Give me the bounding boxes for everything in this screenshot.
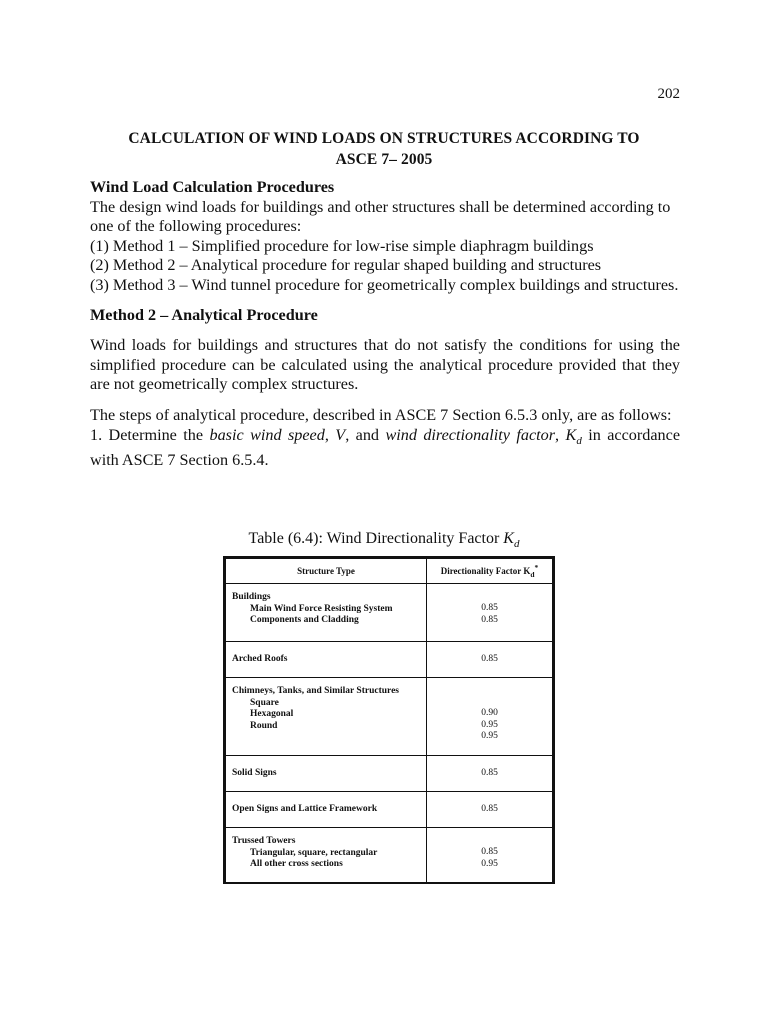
procedure-item-3: (3) Method 3 – Wind tunnel procedure for geometrically complex buildings and structures. [90, 275, 679, 294]
table-row [226, 584, 553, 642]
row-category: Solid Signs [232, 767, 277, 778]
row-category: Arched Roofs [232, 653, 288, 664]
factor-value: 0.95 [481, 731, 498, 741]
row-category: Trussed Towers [232, 836, 296, 846]
page-title [90, 128, 678, 170]
row-type-cell [226, 828, 427, 884]
caption-kd-letter: K [503, 530, 514, 547]
factor-value: 0.85 [481, 614, 498, 625]
kd-subscript: d [576, 434, 582, 447]
paragraph-analytical: Wind loads for buildings and structures that do not satisfy the conditions for using the simplified procedure can be calculated using the analytical procedure provided that they are not geometrically complex structures. [90, 336, 680, 394]
row-subcategory: Round [250, 720, 278, 731]
row-subcategory: Hexagonal [250, 709, 294, 719]
variable-v: V [335, 425, 346, 444]
row-type-cell [226, 678, 427, 756]
caption-text: Table (6.4): Wind Directionality Factor [248, 530, 504, 547]
intro-line-1: The design wind loads for buildings and other structures shall be determined according to [90, 197, 671, 216]
header-directionality-factor [427, 559, 553, 584]
section-heading-procedures: Wind Load Calculation Procedures [90, 178, 335, 196]
title-line-1: CALCULATION OF WIND LOADS ON STRUCTURES ACCORDING TO [128, 130, 640, 147]
row-category: Open Signs and Lattice Framework [232, 803, 378, 814]
factor-value: 0.95 [481, 858, 498, 869]
term-wind-directionality-factor: wind directionality factor [385, 425, 556, 444]
caption-kd-subscript: d [513, 538, 520, 551]
step-1 [90, 426, 680, 471]
row-subcategory: Triangular, square, rectangular [250, 847, 378, 858]
row-type-cell [226, 584, 427, 642]
row-type-cell [226, 792, 427, 828]
factor-value: 0.85 [481, 603, 498, 613]
step-1-mid: , and [345, 425, 386, 444]
step-1-sep-2: , [555, 425, 566, 444]
table-row [226, 792, 553, 828]
header-structure-type: Structure Type [226, 559, 427, 584]
kd-symbol [565, 425, 582, 447]
row-type-cell [226, 642, 427, 678]
row-subcategory: Main Wind Force Resisting System [250, 603, 393, 614]
table-caption [0, 530, 768, 550]
step-1-suffix: in accordance with ASCE 7 Section 6.5.4. [90, 425, 681, 470]
caption-kd-symbol [503, 530, 520, 551]
step-1-sep: , [324, 425, 336, 444]
factor-value: 0.85 [481, 767, 498, 778]
procedure-item-1: (1) Method 1 – Simplified procedure for low-rise simple diaphragm buildings [90, 236, 594, 255]
kd-letter: K [565, 425, 577, 444]
row-factor-cell [427, 642, 553, 678]
table-row [226, 828, 553, 884]
row-type-cell [226, 756, 427, 792]
directionality-factor-table [223, 556, 555, 884]
header-factor-text: Directionality Factor K [440, 566, 531, 577]
section-heading-method-2: Method 2 – Analytical Procedure [90, 305, 318, 324]
factor-value: 0.90 [481, 708, 498, 718]
intro-line-2: one of the following procedures: [90, 217, 302, 236]
table-row [226, 678, 553, 756]
row-subcategory: Square [250, 697, 279, 708]
body-text [90, 178, 680, 471]
step-1-prefix: 1. Determine the [90, 425, 210, 444]
term-basic-wind-speed: basic wind speed [209, 425, 325, 444]
factor-value: 0.85 [481, 847, 498, 857]
header-factor-sub: d [530, 569, 535, 579]
row-subcategory: All other cross sections [250, 859, 343, 869]
paragraph-steps: The steps of analytical procedure, described in ASCE 7 Section 6.5.3 only, are as follows: [90, 405, 672, 424]
table-grid [225, 558, 553, 884]
row-factor-cell [427, 828, 553, 884]
table-header-row [226, 559, 553, 584]
page-number: 202 [657, 86, 680, 102]
row-factor-cell [427, 792, 553, 828]
row-factor-cell [427, 756, 553, 792]
row-subcategory: Components and Cladding [250, 615, 359, 625]
row-factor-cell [427, 678, 553, 756]
row-category: Buildings [232, 592, 271, 602]
table-row [226, 756, 553, 792]
factor-value: 0.85 [481, 803, 498, 814]
table-row [226, 642, 553, 678]
factor-value: 0.85 [481, 653, 498, 664]
factor-value: 0.95 [481, 719, 498, 730]
row-factor-cell [427, 584, 553, 642]
procedure-item-2: (2) Method 2 – Analytical procedure for regular shaped building and structures [90, 256, 602, 275]
row-category: Chimneys, Tanks, and Similar Structures [232, 686, 399, 696]
title-line-2: ASCE 7– 2005 [335, 151, 433, 168]
header-factor-asterisk: * [534, 563, 539, 573]
